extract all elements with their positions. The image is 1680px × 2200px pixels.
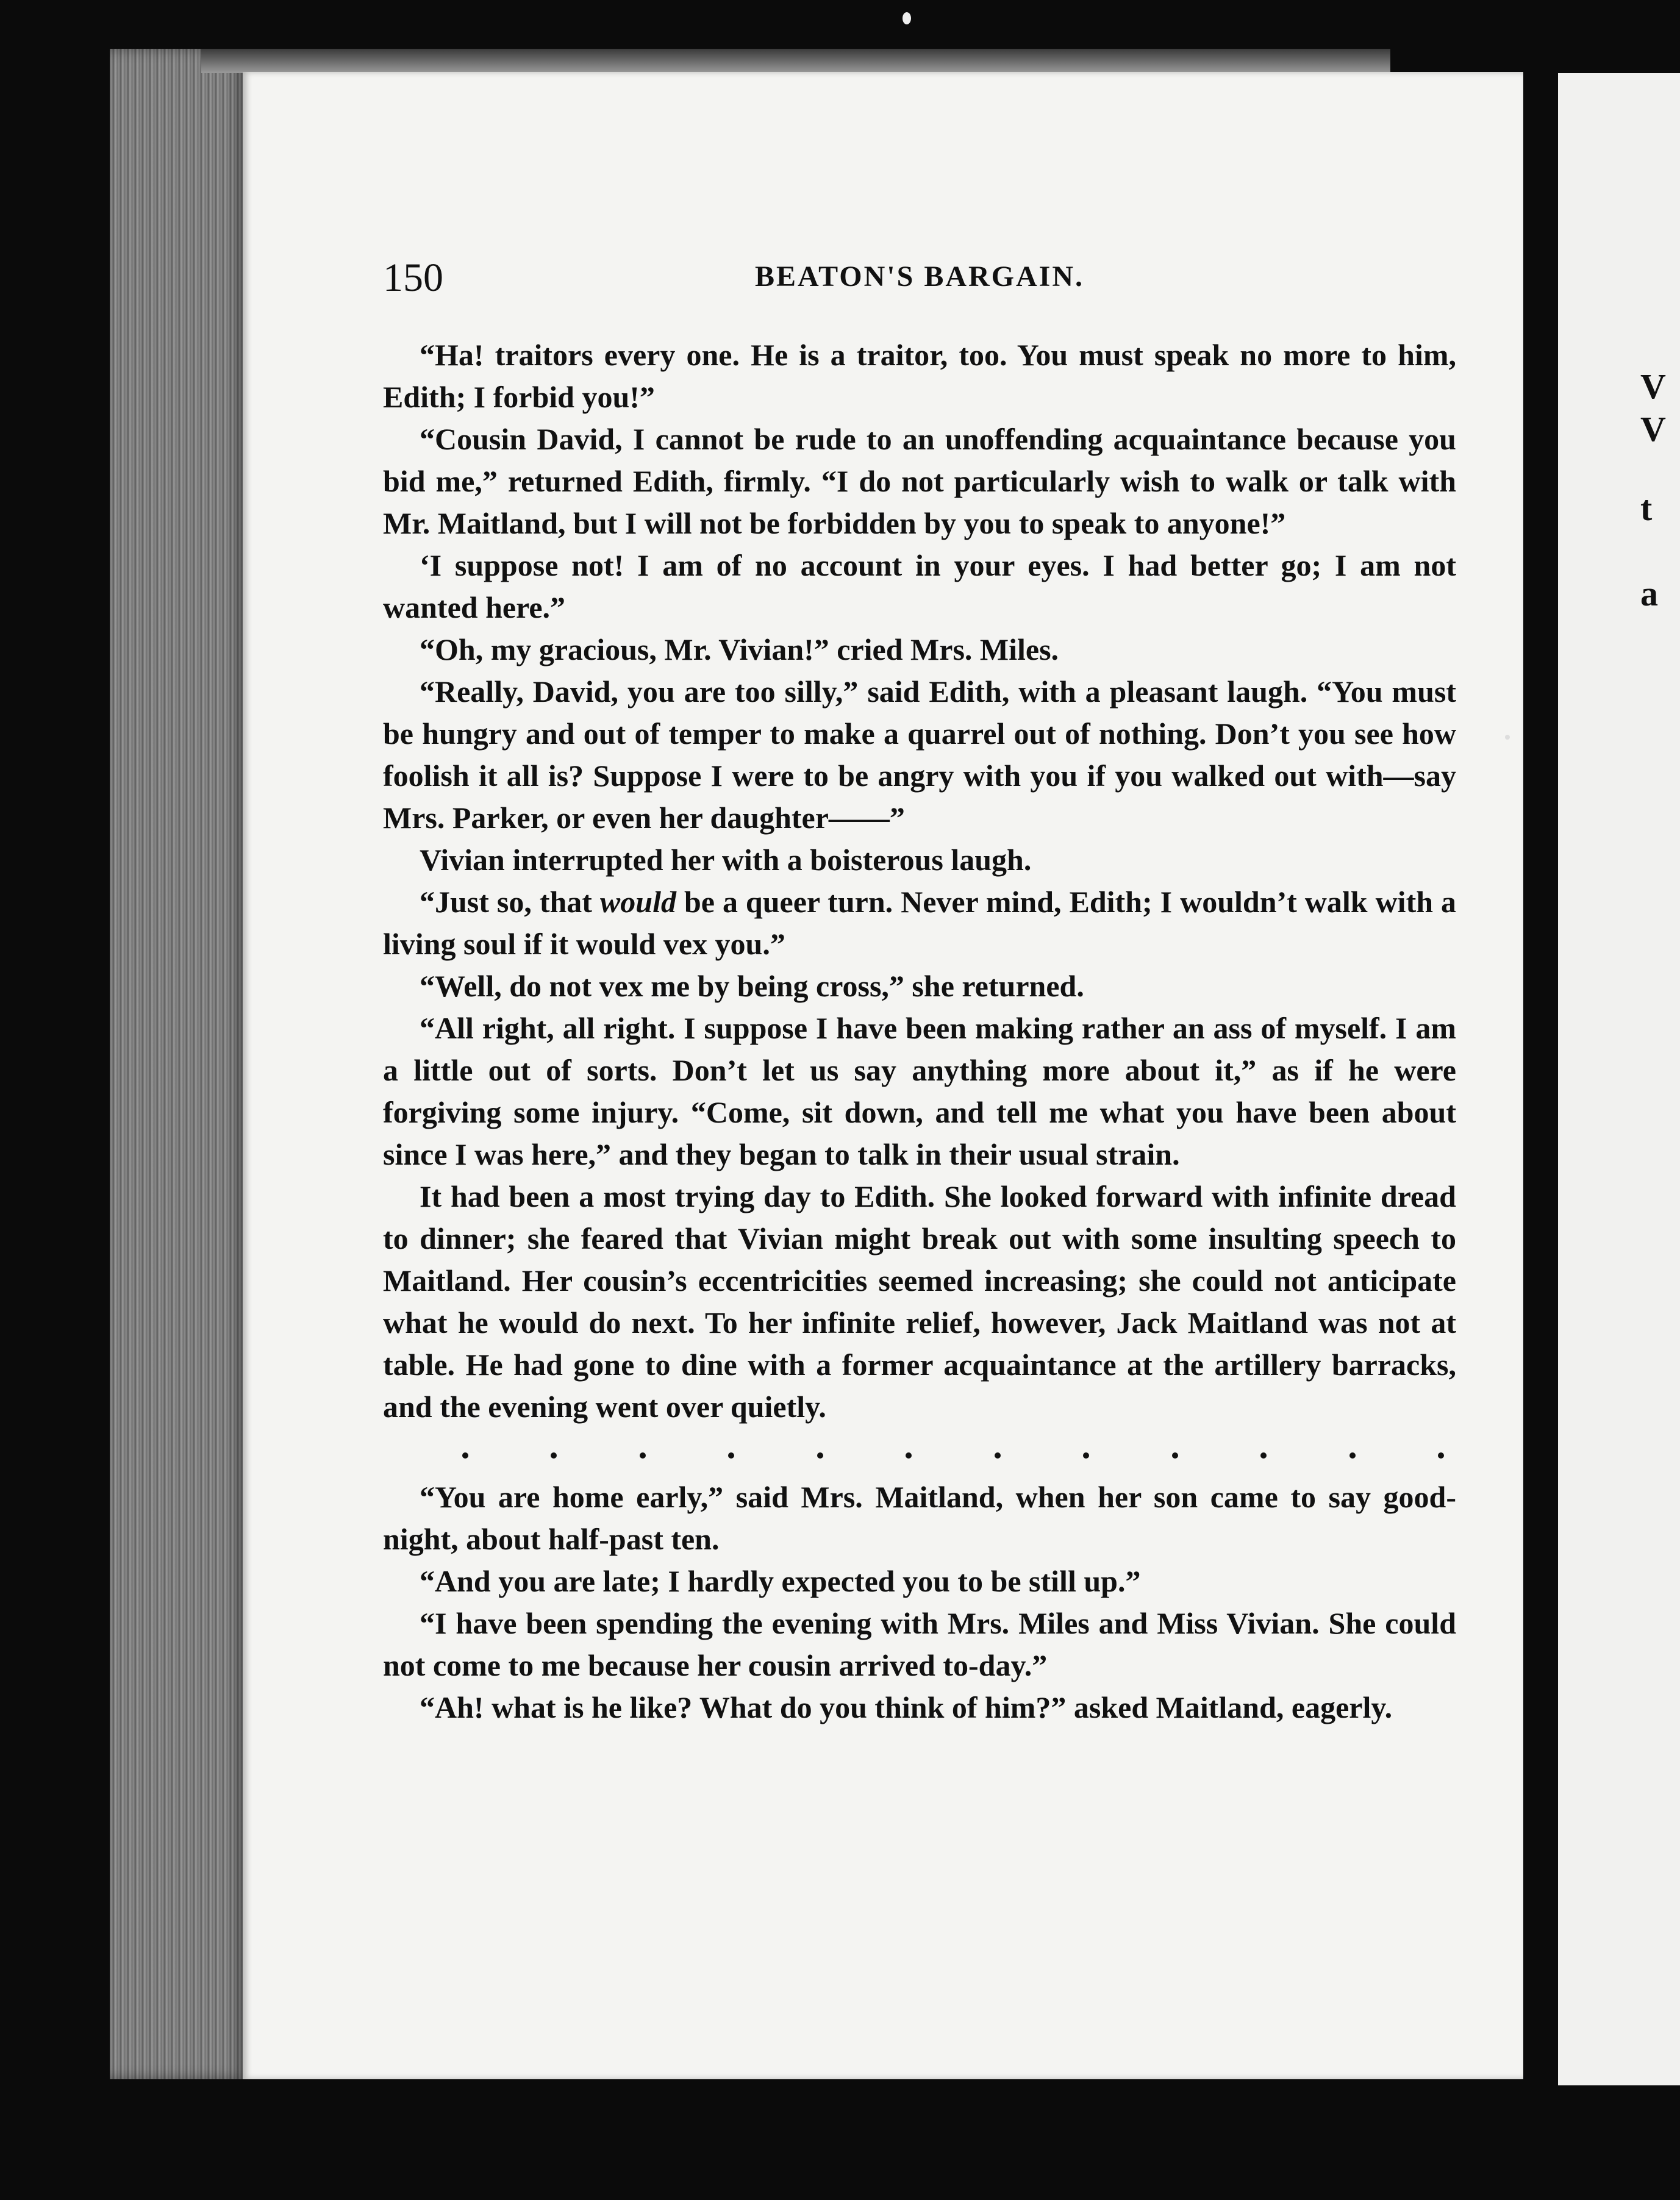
- break-dot: [1083, 1452, 1089, 1459]
- paragraph: “Well, do not vex me by being cross,” she returned.: [420, 969, 1084, 1003]
- paragraph: “Oh, my gracious, Mr. Vivian!” cried Mrs. Miles.: [420, 632, 1059, 666]
- break-dot: [995, 1452, 1001, 1459]
- paragraph: “Ah! what is he like? What do you think of him?” asked Maitland, eagerly.: [420, 1690, 1393, 1724]
- paragraph-with-italic: “Just so, that would be a queer turn. Never mind, Edith; I wouldn’t walk with a living soul if it would vex you.”: [383, 885, 1457, 961]
- break-dot: [551, 1452, 557, 1459]
- break-dot: [817, 1452, 823, 1459]
- break-dot: [728, 1452, 734, 1459]
- paragraph: It had been a most trying day to Edith. She looked forward with infinite dread to dinner; she feared that Vivian might break out with some insulting speech to Maitland. Her cousin’s eccentricities seemed increasing; she could not anticipate what he would do next. To her infinite relief, however, Jack Maitland was not at table. He had gone to dine with a former acquaintance at the artillery barracks, and the evening went over quietly.: [383, 1179, 1456, 1424]
- break-dot: [1172, 1452, 1178, 1459]
- facing-page-letter: V: [1640, 366, 1666, 406]
- paragraph: “Ha! traitors every one. He is a traitor, too. You must speak no more to him, Edith; I forbid you!”: [383, 338, 1456, 414]
- paragraph: “Cousin David, I cannot be rude to an unoffending acquaintance because you bid me,” returned Edith, firmly. “I do not particularly wish to walk or talk with Mr. Maitland, but I will not be forbidden by you to speak to anyone!”: [383, 422, 1456, 540]
- book-top-edge: [201, 49, 1390, 73]
- facing-page-letter: t: [1640, 488, 1653, 528]
- paragraph: “You are home early,” said Mrs. Maitland, when her son came to say good-night, about half-past ten.: [383, 1480, 1456, 1556]
- break-dot: [640, 1452, 646, 1459]
- break-dot: [906, 1452, 912, 1459]
- paragraph: “Really, David, you are too silly,” said Edith, with a pleasant laugh. “You must be hungry and out of temper to make a quarrel out of nothing. Don’t you see how foolish it all is? Suppose I were to be angry with you if you walked out with—say Mrs. Parker, or even her daughter——”: [383, 674, 1456, 835]
- paper-speck: [903, 12, 911, 24]
- body-text: [383, 334, 1456, 1729]
- paragraph: “I have been spending the evening with Mrs. Miles and Miss Vivian. She could not come to me because her cousin arrived to-day.”: [383, 1606, 1456, 1682]
- italic-word: would: [599, 885, 676, 919]
- break-dot: [1438, 1452, 1444, 1459]
- facing-page-letter: V: [1640, 409, 1666, 449]
- page-number: 150: [383, 255, 443, 300]
- section-break-dots: [383, 1434, 1456, 1476]
- paragraph: “All right, all right. I suppose I have been making rather an ass of myself. I am a little out of sorts. Don’t let us say anything more about it,” as if he were forgiving some injury. “Come, sit down, and tell me what you have been about since I was here,” and they began to talk in their usual strain.: [383, 1011, 1456, 1171]
- paragraph: “And you are late; I hardly expected you to be still up.”: [420, 1564, 1141, 1598]
- break-dot: [462, 1452, 468, 1459]
- break-dot: [1349, 1452, 1356, 1459]
- paper-speck: [1505, 735, 1510, 740]
- page-header: [383, 255, 1456, 310]
- paragraph: ‘I suppose not! I am of no account in your eyes. I had better go; I am not wanted here.”: [383, 548, 1456, 624]
- running-title: BEATON'S BARGAIN.: [755, 260, 1084, 293]
- break-dot: [1260, 1452, 1267, 1459]
- paragraph: Vivian interrupted her with a boisterous laugh.: [420, 843, 1032, 877]
- facing-page-letter: a: [1640, 574, 1658, 613]
- book-page-edge: [110, 49, 250, 2079]
